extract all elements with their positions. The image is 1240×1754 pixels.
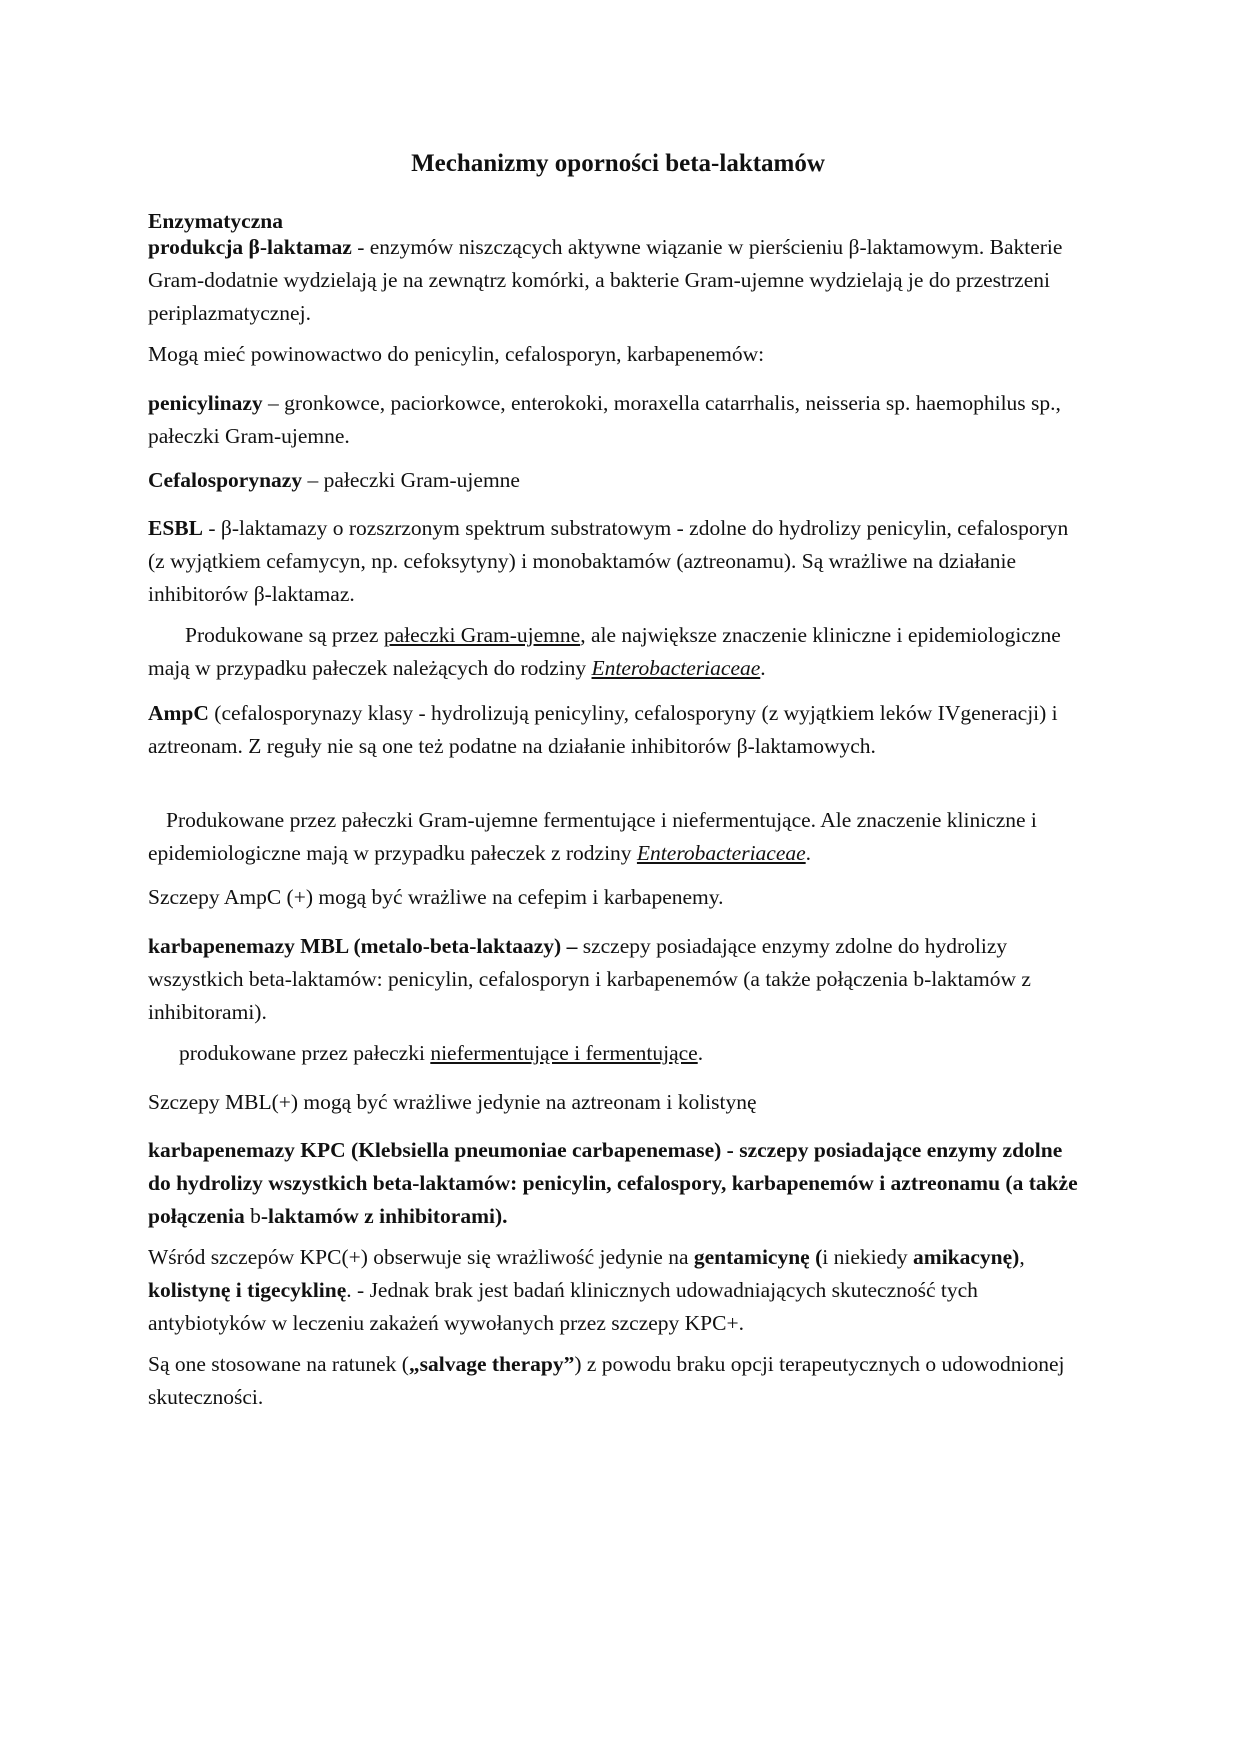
bold-text: karbapenemazy KPC (Klebsiella pneumoniae carbapenemase) - szczepy posiadające enzymy zdolne do hydrolizy wszystkich beta-laktamów: penicylin, cefalospory, karbapenemów i aztreonamu (a także połączenia	[148, 1138, 1078, 1228]
section-heading: Enzymatyczna	[148, 209, 283, 233]
paragraph-ampc	[148, 697, 1088, 763]
bold-colistin-tigecycline: kolistynę i tigecyklinę	[148, 1278, 347, 1302]
paragraph-esbl	[148, 512, 1088, 611]
paragraph-salvage-therapy: Są one stosowane na ratunek („salvage therapy”) z powodu braku opcji terapeutycznych o udowodnionej skuteczności.	[148, 1352, 1065, 1409]
underlined-fermenting: niefermentujące i fermentujące	[430, 1041, 698, 1065]
paragraph-text: Produkowane są przez	[185, 623, 384, 647]
paragraph-text: , ale największe znaczenie kliniczne i epidemiologiczne mają w przypadku pałeczek należących do rodziny	[148, 623, 1061, 680]
paragraph-penicillinases	[148, 387, 1088, 453]
term-esbl: ESBL	[148, 516, 203, 540]
document-title: Mechanizmy oporności beta-laktamów	[411, 150, 825, 177]
bold-text: -laktamów z inhibitorami).	[260, 1204, 508, 1228]
paragraph-esbl-producers: Produkowane są przez pałeczki Gram-ujemne, ale największe znaczenie kliniczne i epidemiologiczne mają w przypadku pałeczek należących do rodziny Enterobacteriaceae.	[148, 623, 1061, 680]
paragraph-beta-lactamase-production	[148, 231, 1088, 330]
term-ampc: AmpC	[148, 701, 209, 725]
paragraph-mbl-sensitivity: Szczepy MBL(+) mogą być wrażliwe jedynie na aztreonam i kolistynę	[148, 1090, 757, 1114]
paragraph-ampc-producers: Produkowane przez pałeczki Gram-ujemne fermentujące i niefermentujące. Ale znaczenie kliniczne i epidemiologiczne mają w przypadku pałeczek z rodziny Enterobacteriaceae.	[148, 808, 1037, 865]
paragraph-affinity: Mogą mieć powinowactwo do penicylin, cefalosporyn, karbapenemów:	[148, 342, 765, 366]
paragraph-text: – pałeczki Gram-ujemne	[302, 468, 520, 492]
bold-salvage-therapy: „salvage therapy”	[408, 1352, 575, 1376]
paragraph-kpc	[148, 1134, 1088, 1233]
paragraph-text: – gronkowce, paciorkowce, enterokoki, moraxella catarrhalis, neisseria sp. haemophilus sp., pałeczki Gram-ujemne.	[148, 391, 1061, 448]
paragraph-text: produkowane przez pałeczki	[179, 1041, 431, 1065]
paragraph-mbl	[148, 930, 1088, 1029]
bold-gentamicin: gentamicynę (	[693, 1245, 823, 1269]
term-penicillinases: penicylinazy	[148, 391, 263, 415]
paragraph-text: b	[250, 1204, 261, 1228]
paragraph-text: - enzymów niszczących aktywne wiązanie w pierścieniu β-laktamowym. Bakterie Gram-dodatnie wydzielają je na zewnątrz komórki, a bakterie Gram-ujemne wydzielają je do przestrzeni periplazmatycznej.	[148, 235, 1063, 325]
paragraph-text: Produkowane przez pałeczki Gram-ujemne fermentujące i niefermentujące. Ale znaczenie kliniczne i epidemiologiczne mają w przypadku pałeczek z rodziny	[148, 808, 1037, 865]
paragraph-cephalosporinases	[148, 464, 1088, 497]
paragraph-text: szczepy posiadające enzymy zdolne do hydrolizy wszystkich beta-laktamów: penicylin, cefalosporyn i karbapenemów (a także połączenia b-laktamów z inhibitorami).	[148, 934, 1031, 1024]
paragraph-text: (cefalosporynazy klasy - hydrolizują penicyliny, cefalosporyny (z wyjątkiem leków IVgeneracji) i aztreonam. Z reguły nie są one też podatne na działanie inhibitorów β-laktamowych.	[148, 701, 1058, 758]
term-mbl: karbapenemazy MBL (metalo-beta-laktaazy) –	[148, 934, 578, 958]
term-cephalosporinases: Cefalosporynazy	[148, 468, 303, 492]
enterobacteriaceae-term: Enterobacteriaceae	[636, 841, 806, 865]
paragraph-kpc-sensitivity: Wśród szczepów KPC(+) obserwuje się wrażliwość jedynie na gentamicynę (i niekiedy amikacynę), kolistynę i tigecyklinę. - Jednak brak jest badań klinicznych udowadniających skuteczność tych antybiotyków w leczeniu zakażeń wywołanych przez szczepy KPC+.	[148, 1245, 1025, 1335]
paragraph-ampc-sensitivity: Szczepy AmpC (+) mogą być wrażliwe na cefepim i karbapenemy.	[148, 885, 724, 909]
underlined-gram-negative: pałeczki Gram-ujemne	[383, 623, 581, 647]
paragraph-mbl-producers: produkowane przez pałeczki niefermentujące i fermentujące.	[179, 1041, 704, 1065]
enterobacteriaceae-term: Enterobacteriaceae	[591, 656, 761, 680]
term-beta-lactamase-production: produkcja β-laktamaz	[148, 235, 352, 259]
bold-amikacin: amikacynę)	[913, 1245, 1020, 1269]
paragraph-text: - β-laktamazy o rozszrzonym spektrum substratowym - zdolne do hydrolizy penicylin, cefalosporyn (z wyjątkiem cefamycyn, np. cefoksytyny) i monobaktamów (aztreonamu). Są wrażliwe na działanie inhibitorów β-laktamaz.	[148, 516, 1069, 606]
